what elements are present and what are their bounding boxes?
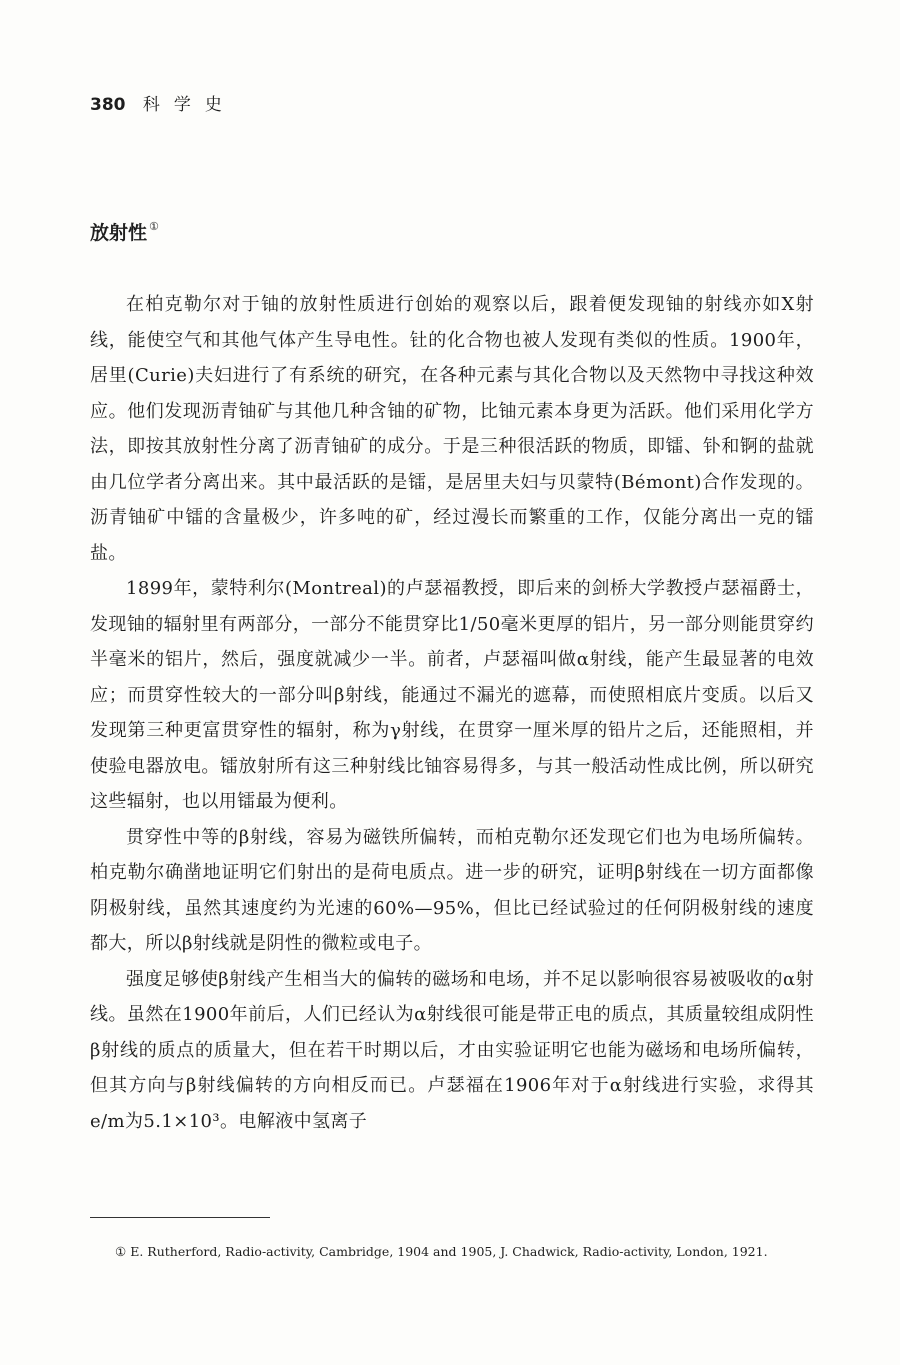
page-number: 380: [90, 95, 126, 115]
body-text: [90, 287, 814, 1139]
book-title: 科学史: [142, 95, 236, 115]
section-heading: [90, 218, 159, 245]
paragraph-1: 在柏克勒尔对于铀的放射性质进行创始的观察以后，跟着便发现铀的射线亦如X射线，能使空气和其他气体产生导电性。钍的化合物也被人发现有类似的性质。1900年，居里(Curie)夫妇进行了有系统的研究，在各种元素与其化合物以及天然物中寻找这种效应。他们发现沥青铀矿与其他几种含铀的矿物，比铀元素本身更为活跃。他们采用化学方法，即按其放射性分离了沥青铀矿的成分。于是三种很活跃的物质，即镭、钋和锕的盐就由几位学者分离出来。其中最活跃的是镭，是居里夫妇与贝蒙特(Bémont)合作发现的。沥青铀矿中镭的含量极少，许多吨的矿，经过漫长而繁重的工作，仅能分离出一克的镭盐。: [90, 294, 814, 564]
section-title-text: 放射性: [90, 222, 148, 244]
paragraph-2: 1899年，蒙特利尔(Montreal)的卢瑟福教授，即后来的剑桥大学教授卢瑟福爵士，发现铀的辐射里有两部分，一部分不能贯穿比1/50毫米更厚的铝片，另一部分则能贯穿约半毫米的铝片，然后，强度就减少一半。前者，卢瑟福叫做α射线，能产生最显著的电效应；而贯穿性较大的一部分叫β射线，能通过不漏光的遮幕，而使照相底片变质。以后又发现第三种更富贯穿性的辐射，称为γ射线，在贯穿一厘米厚的铅片之后，还能照相，并使验电器放电。镭放射所有这三种射线比铀容易得多，与其一般活动性成比例，所以研究这些辐射，也以用镭最为便利。: [90, 578, 814, 812]
footnote-text: E. Rutherford, Radio-activity, Cambridge, 1904 and 1905, J. Chadwick, Radio-activity, London, 1921.: [130, 1244, 768, 1259]
footnote-divider: [90, 1217, 270, 1218]
paragraph-4: 强度足够使β射线产生相当大的偏转的磁场和电场，并不足以影响很容易被吸收的α射线。虽然在1900年前后，人们已经认为α射线很可能是带正电的质点，其质量较组成阴性β射线的质点的质量大，但在若干时期以后，才由实验证明它也能为磁场和电场所偏转，但其方向与β射线偏转的方向相反而已。卢瑟福在1906年对于α射线进行实验，求得其e/m为5.1×10³。电解液中氢离子: [90, 968, 814, 1132]
paragraph-3: 贯穿性中等的β射线，容易为磁铁所偏转，而柏克勒尔还发现它们也为电场所偏转。柏克勒尔确凿地证明它们射出的是荷电质点。进一步的研究，证明β射线在一切方面都像阴极射线，虽然其速度约为光速的60%—95%，但比已经试验过的任何阴极射线的速度都大，所以β射线就是阴性的微粒或电子。: [90, 826, 814, 954]
footnote: [90, 1241, 814, 1263]
footnote-mark: ①: [115, 1244, 127, 1259]
footnote-reference: ①: [149, 220, 159, 233]
running-header: [90, 90, 236, 115]
